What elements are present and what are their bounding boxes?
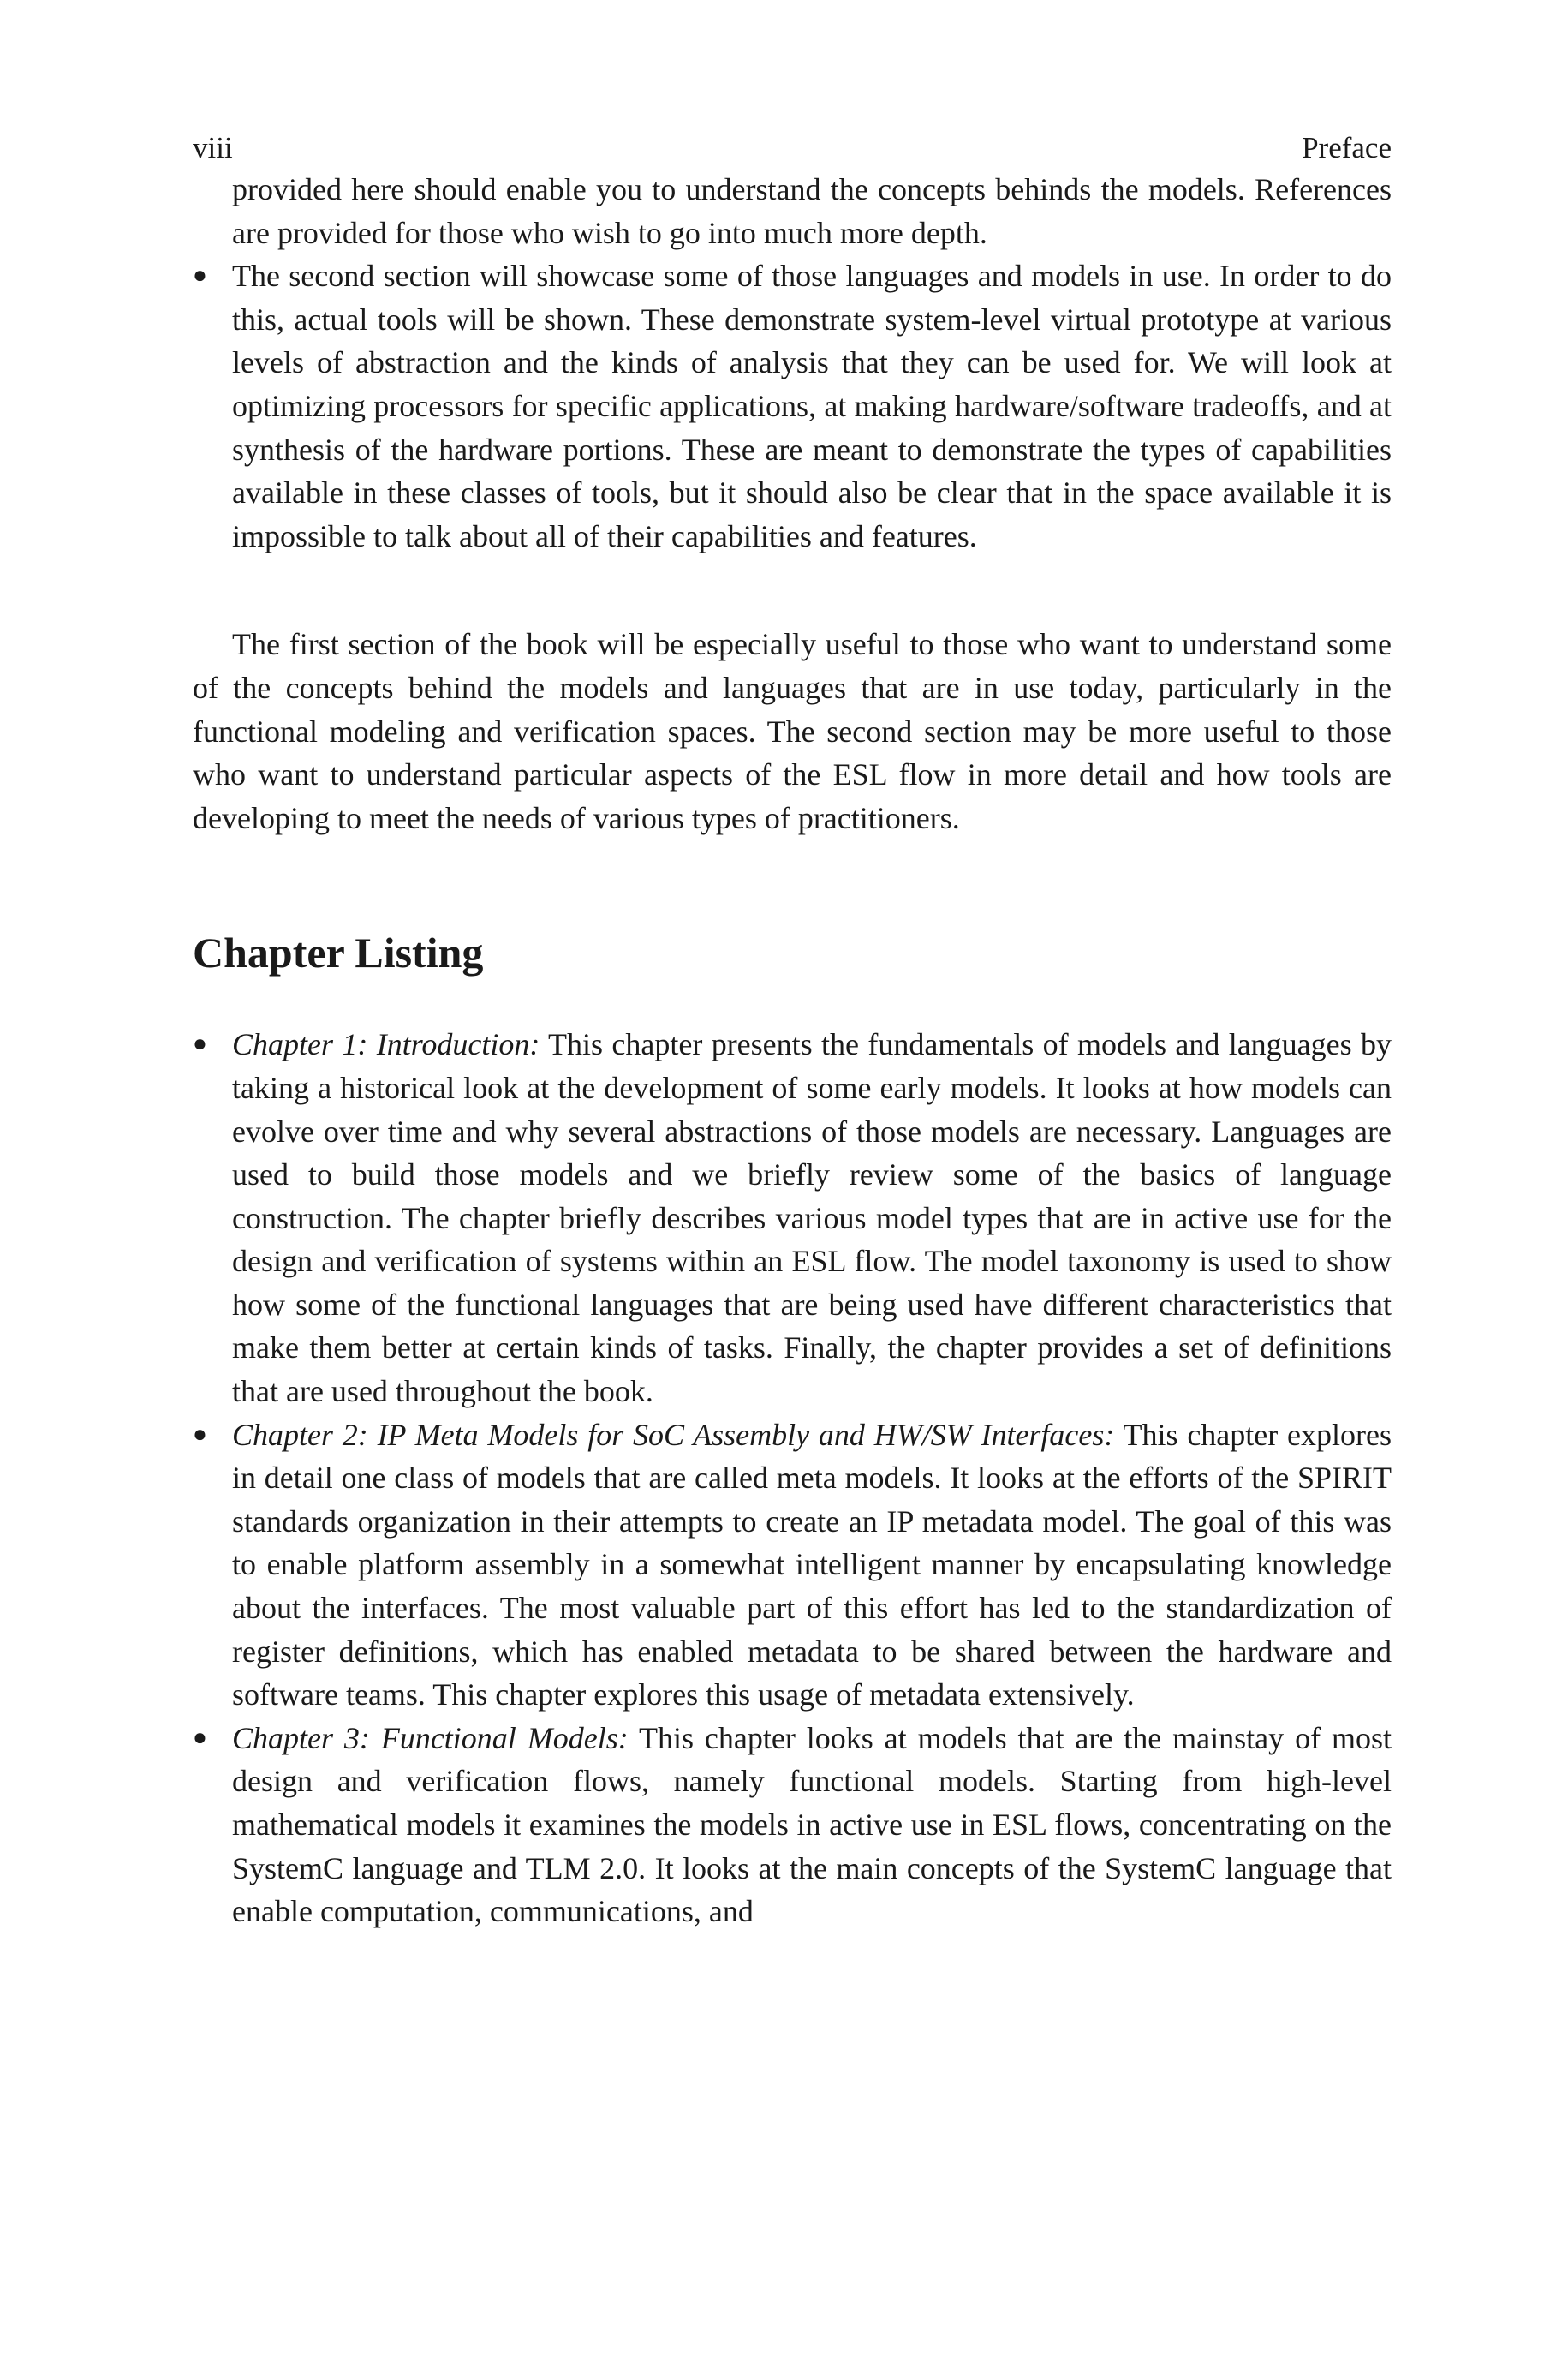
page-number: viii: [193, 131, 233, 164]
page-body: [193, 168, 1392, 1933]
bullet-icon: ●: [193, 1724, 207, 1751]
bullet-icon: ●: [193, 1031, 207, 1058]
chapter-list-item: [193, 1717, 1392, 1933]
bullet-icon: ●: [193, 1420, 207, 1448]
body-paragraph: The first section of the book will be especially useful to those who want to understand some of the concepts behind the models and languages that are in use today, particularly in the functional modeling and verification spaces. The second section may be more useful to those who want to understand particular aspects of the ESL flow in more detail and how tools are developing to meet the needs of various types of practitioners.: [193, 627, 1392, 835]
book-page: [193, 128, 1392, 1933]
chapter-title: Chapter 2: IP Meta Models for SoC Assembly and HW/SW Interfaces:: [232, 1417, 1115, 1452]
chapter-description: This chapter presents the fundamentals of models and languages by taking a historical look at the development of some early models. It looks at how models can evolve over time and why several abstractions of those models are necessary. Languages are used to build those models and we briefly review some of the basics of language construction. The chapter briefly describes various model types that are in active use for the design and verification of systems within an ESL flow. The model taxonomy is used to show how some of the functional languages that are being used have different characteristics that make them better at certain kinds of tasks. Finally, the chapter provides a set of definitions that are used throughout the book.: [232, 1027, 1392, 1409]
section-heading: Chapter Listing: [193, 929, 484, 977]
bullet-icon: ●: [193, 262, 207, 290]
chapter-list-item: [193, 1413, 1392, 1717]
chapter-title: Chapter 1: Introduction:: [232, 1027, 540, 1062]
running-header: [193, 128, 1392, 168]
bullet-list-top: [193, 254, 1392, 558]
chapter-description: This chapter explores in detail one class of models that are called meta models. It looks at the efforts of the SPIRIT standards organization in their attempts to create an IP metadata model. The goal of this was to enable platform assembly in a somewhat intelligent manner by encapsulating knowledge about the interfaces. The most valuable part of this effort has led to the standardization of register definitions, which has enabled metadata to be shared between the hardware and software teams. This chapter explores this usage of metadata extensively.: [232, 1417, 1392, 1712]
list-item-text: The second section will showcase some of those languages and models in use. In order to do this, actual tools will be shown. These demonstrate system-level virtual prototype at various levels of abstraction and the kinds of analysis that they can be used for. We will look at optimizing processors for specific applications, at making hardware/software tradeoffs, and at synthesis of the hardware portions. These are meant to demonstrate the types of capabilities available in these classes of tools, but it should also be clear that in the space available it is impossible to talk about all of their capabilities and features.: [232, 259, 1392, 553]
chapter-title: Chapter 3: Functional Models:: [232, 1720, 629, 1755]
running-section-title: Preface: [1302, 131, 1392, 164]
chapter-description: This chapter looks at models that are the mainstay of most design and verification flows, namely functional models. Starting from high-level mathematical models it examines the models in active use in ESL flows, concentrating on the SystemC language and TLM 2.0. It looks at the main concepts of the SystemC language that enable computation, communications, and: [232, 1720, 1392, 1929]
chapter-list-item: [193, 1023, 1392, 1413]
chapter-list: [193, 1023, 1392, 1933]
list-item: [193, 254, 1392, 558]
continued-bullet-text: provided here should enable you to understand the concepts behinds the models. References are provided for those who wish to go into much more depth.: [232, 172, 1392, 250]
